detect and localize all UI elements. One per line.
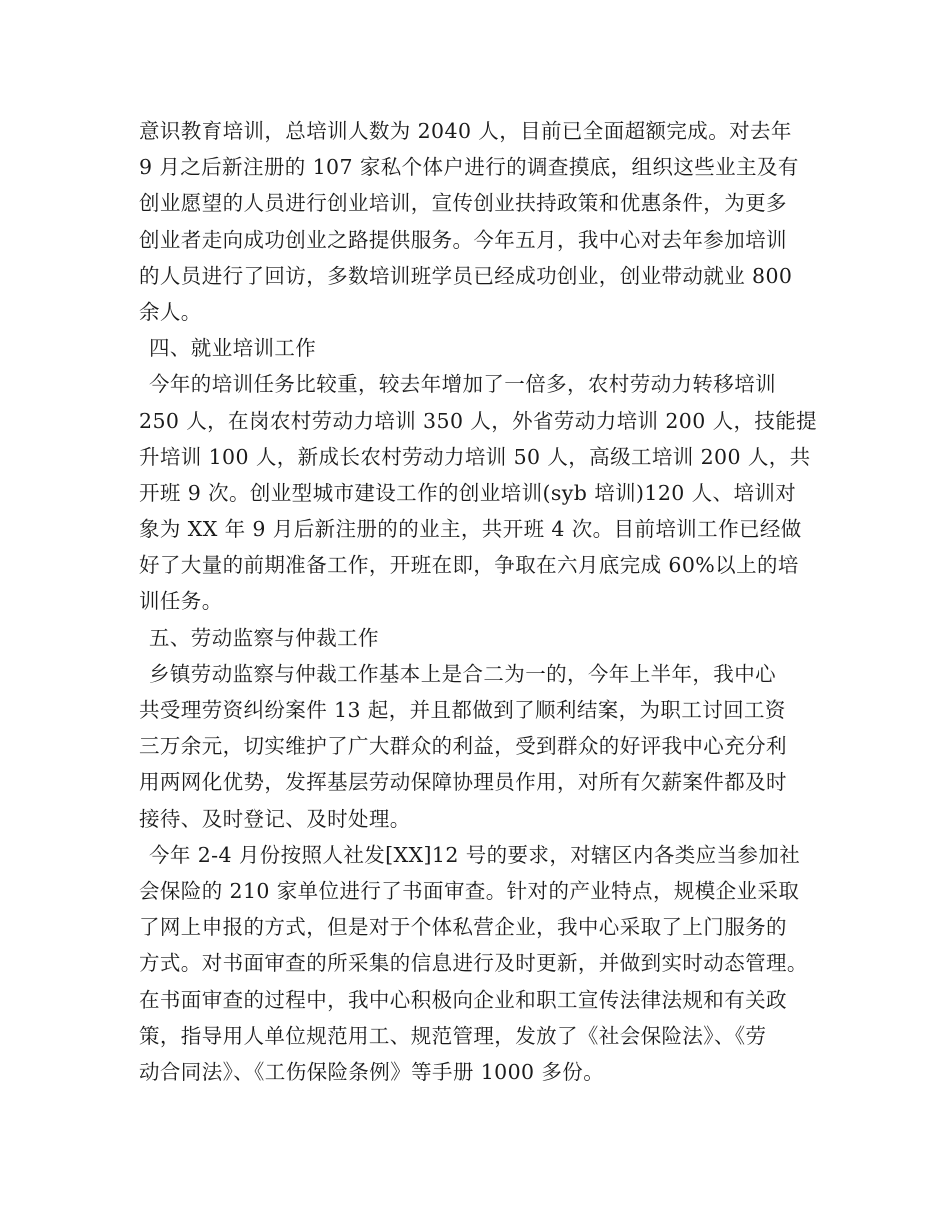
text-line: 9 月之后新注册的 107 家私个体户进行的调查摸底，组织这些业主及有 xyxy=(139,155,799,180)
text-line: 意识教育培训，总培训人数为 2040 人，目前已全面超额完成。对去年 xyxy=(139,119,792,143)
text-line: 余人。 xyxy=(139,299,202,324)
text-line: 250 人，在岗农村劳动力培训 350 人，外省劳动力培训 200 人，技能提 xyxy=(139,408,818,433)
text-line: 今年的培训任务比较重，较去年增加了一倍多，农村劳动力转移培训 xyxy=(149,372,776,397)
text-line: 在书面审查的过程中，我中心积极向企业和职工宣传法律法规和有关政 xyxy=(139,987,787,1012)
text-line: 创业者走向成功创业之路提供服务。今年五月，我中心对去年参加培训 xyxy=(139,227,787,252)
text-line: 动合同法》、《工伤保险条例》等手册 1000 多份。 xyxy=(139,1059,605,1084)
text-line: 训任务。 xyxy=(139,589,223,614)
text-line: 三万余元，切实维护了广大群众的利益，受到群众的好评我中心充分利 xyxy=(139,734,787,759)
text-line: 升培训 100 人，新成长农村劳动力培训 50 人，高级工培训 200 人，共 xyxy=(139,444,811,469)
text-line: 共受理劳资纠纷案件 13 起，并且都做到了顺利结案，为职工讨回工资 xyxy=(139,698,786,722)
text-line: 开班 9 次。创业型城市建设工作的创业培训(syb 培训)120 人、培训对 xyxy=(139,480,797,505)
text-line: 今年 2-4 月份按照人社发[XX]12 号的要求，对辖区内各类应当参加社 xyxy=(149,842,801,867)
text-line: 的人员进行了回访，多数培训班学员已经成功创业，创业带动就业 800 xyxy=(139,263,793,288)
text-line: 象为 XX 年 9 月后新注册的的业主，共开班 4 次。目前培训工作已经做 xyxy=(139,517,802,542)
text-line: 会保险的 210 家单位进行了书面审查。针对的产业特点，规模企业采取 xyxy=(139,878,800,903)
text-line: 创业愿望的人员进行创业培训，宣传创业扶持政策和优惠条件，为更多 xyxy=(139,191,787,216)
document-body xyxy=(139,113,829,1090)
text-line: 策，指导用人单位规范用工、规范管理，发放了《社会保险法》、《劳 xyxy=(139,1023,767,1048)
text-line: 了网上申报的方式，但是对于个体私营企业，我中心采取了上门服务的 xyxy=(139,915,787,940)
text-line: 接待、及时登记、及时处理。 xyxy=(139,806,411,831)
text-line: 方式。对书面审查的所采集的信息进行及时更新，并做到实时动态管理。 xyxy=(139,951,808,976)
text-line: 五、劳动监察与仲裁工作 xyxy=(149,625,379,650)
text-line: 乡镇劳动监察与仲裁工作基本上是合二为一的，今年上半年，我中心 xyxy=(149,661,776,686)
text-line: 四、就业培训工作 xyxy=(149,336,317,361)
text-line: 好了大量的前期准备工作，开班在即，争取在六月底完成 60%以上的培 xyxy=(139,553,799,578)
text-line: 用两网化优势，发挥基层劳动保障协理员作用，对所有欠薪案件都及时 xyxy=(139,770,787,795)
